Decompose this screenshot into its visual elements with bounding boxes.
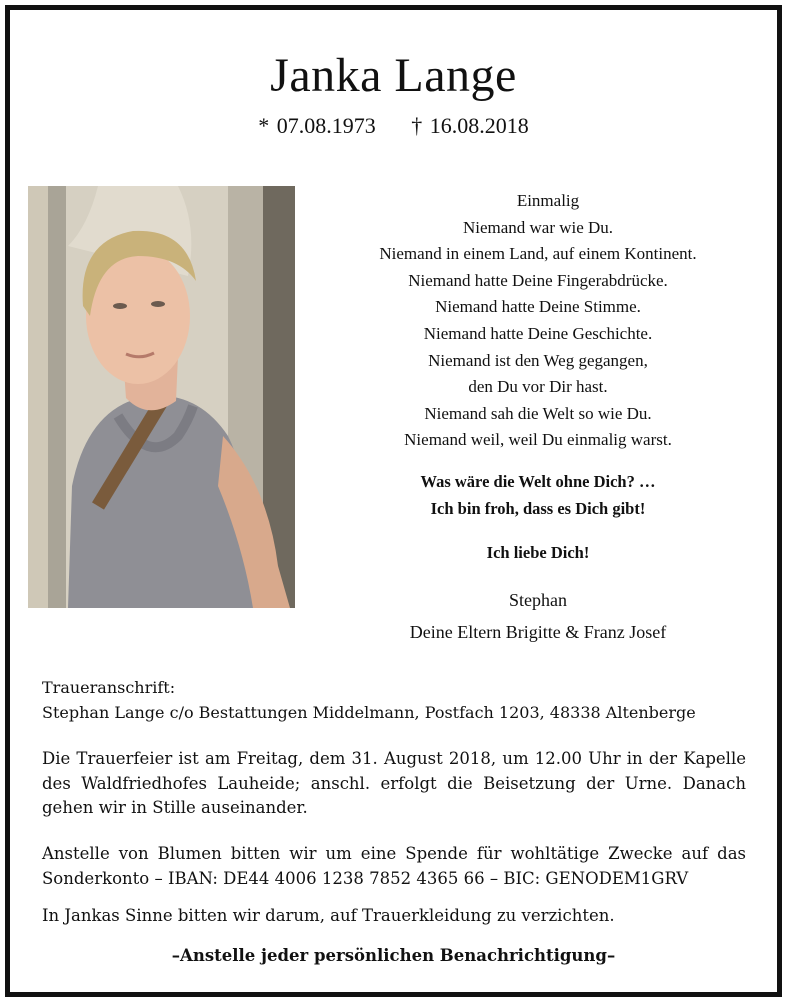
poem-line: Niemand ist den Weg gegangen, [428,350,648,370]
portrait-photo-icon [28,186,295,608]
signer-line: Stephan [509,590,567,610]
deceased-name: Janka Lange [270,49,517,102]
emphasis-line: Ich bin froh, dass es Dich gibt! [430,499,646,518]
ceremony-paragraph: Die Trauerfeier ist am Freitag, dem 31. August 2018, um 12.00 Uhr in der Kapelle des Waldfriedhofes Lauheide; anschl. erfolgt die Beisetzung der Urne. Danach gehen wir in Stille auseinander. [42,749,746,817]
poem-line: Niemand hatte Deine Geschichte. [423,323,653,343]
poem-line: Niemand in einem Land, auf einem Kontinent. [379,244,697,264]
life-dates [0,113,787,139]
poem-line: Niemand hatte Deine Fingerabdrücke. [408,270,668,290]
poem-line: Niemand war wie Du. [462,217,614,237]
address-label: Traueranschrift: [42,678,176,697]
poem-line: Niemand weil, weil Du einmalig warst. [404,430,672,450]
poem-line: Einmalig [516,191,580,210]
birth-date: * 07.08.1973 [258,113,376,138]
address-text: Stephan Lange c/o Bestattungen Middelmann, Postfach 1203, 48338 Altenberge [42,703,696,722]
poem-line: Niemand sah die Welt so wie Du. [424,403,652,423]
poem-line: Niemand hatte Deine Stimme. [435,297,641,317]
emphasis-line: Was wäre die Welt ohne Dich? … [420,472,656,491]
emphasis-block [318,468,758,522]
death-date: † 16.08.2018 [411,113,529,138]
signer-line: Deine Eltern Brigitte & Franz Josef [409,622,667,642]
poem-line: den Du vor Dir hast. [468,377,608,397]
dress-paragraph: In Jankas Sinne bitten wir darum, auf Trauerkleidung zu verzichten. [42,906,615,925]
signers [318,584,758,648]
love-line: Ich liebe Dich! [486,543,590,562]
closing-note: –Anstelle jeder persönlichen Benachrichtigung– [171,946,616,965]
portrait-photo [28,186,295,608]
poem [318,188,758,454]
donation-paragraph: Anstelle von Blumen bitten wir um eine Spende für wohltätige Zwecke auf das Sonderkonto – IBAN: DE44 4006 1238 7852 4365 66 – BIC: GENODEM1GRV [42,844,746,888]
